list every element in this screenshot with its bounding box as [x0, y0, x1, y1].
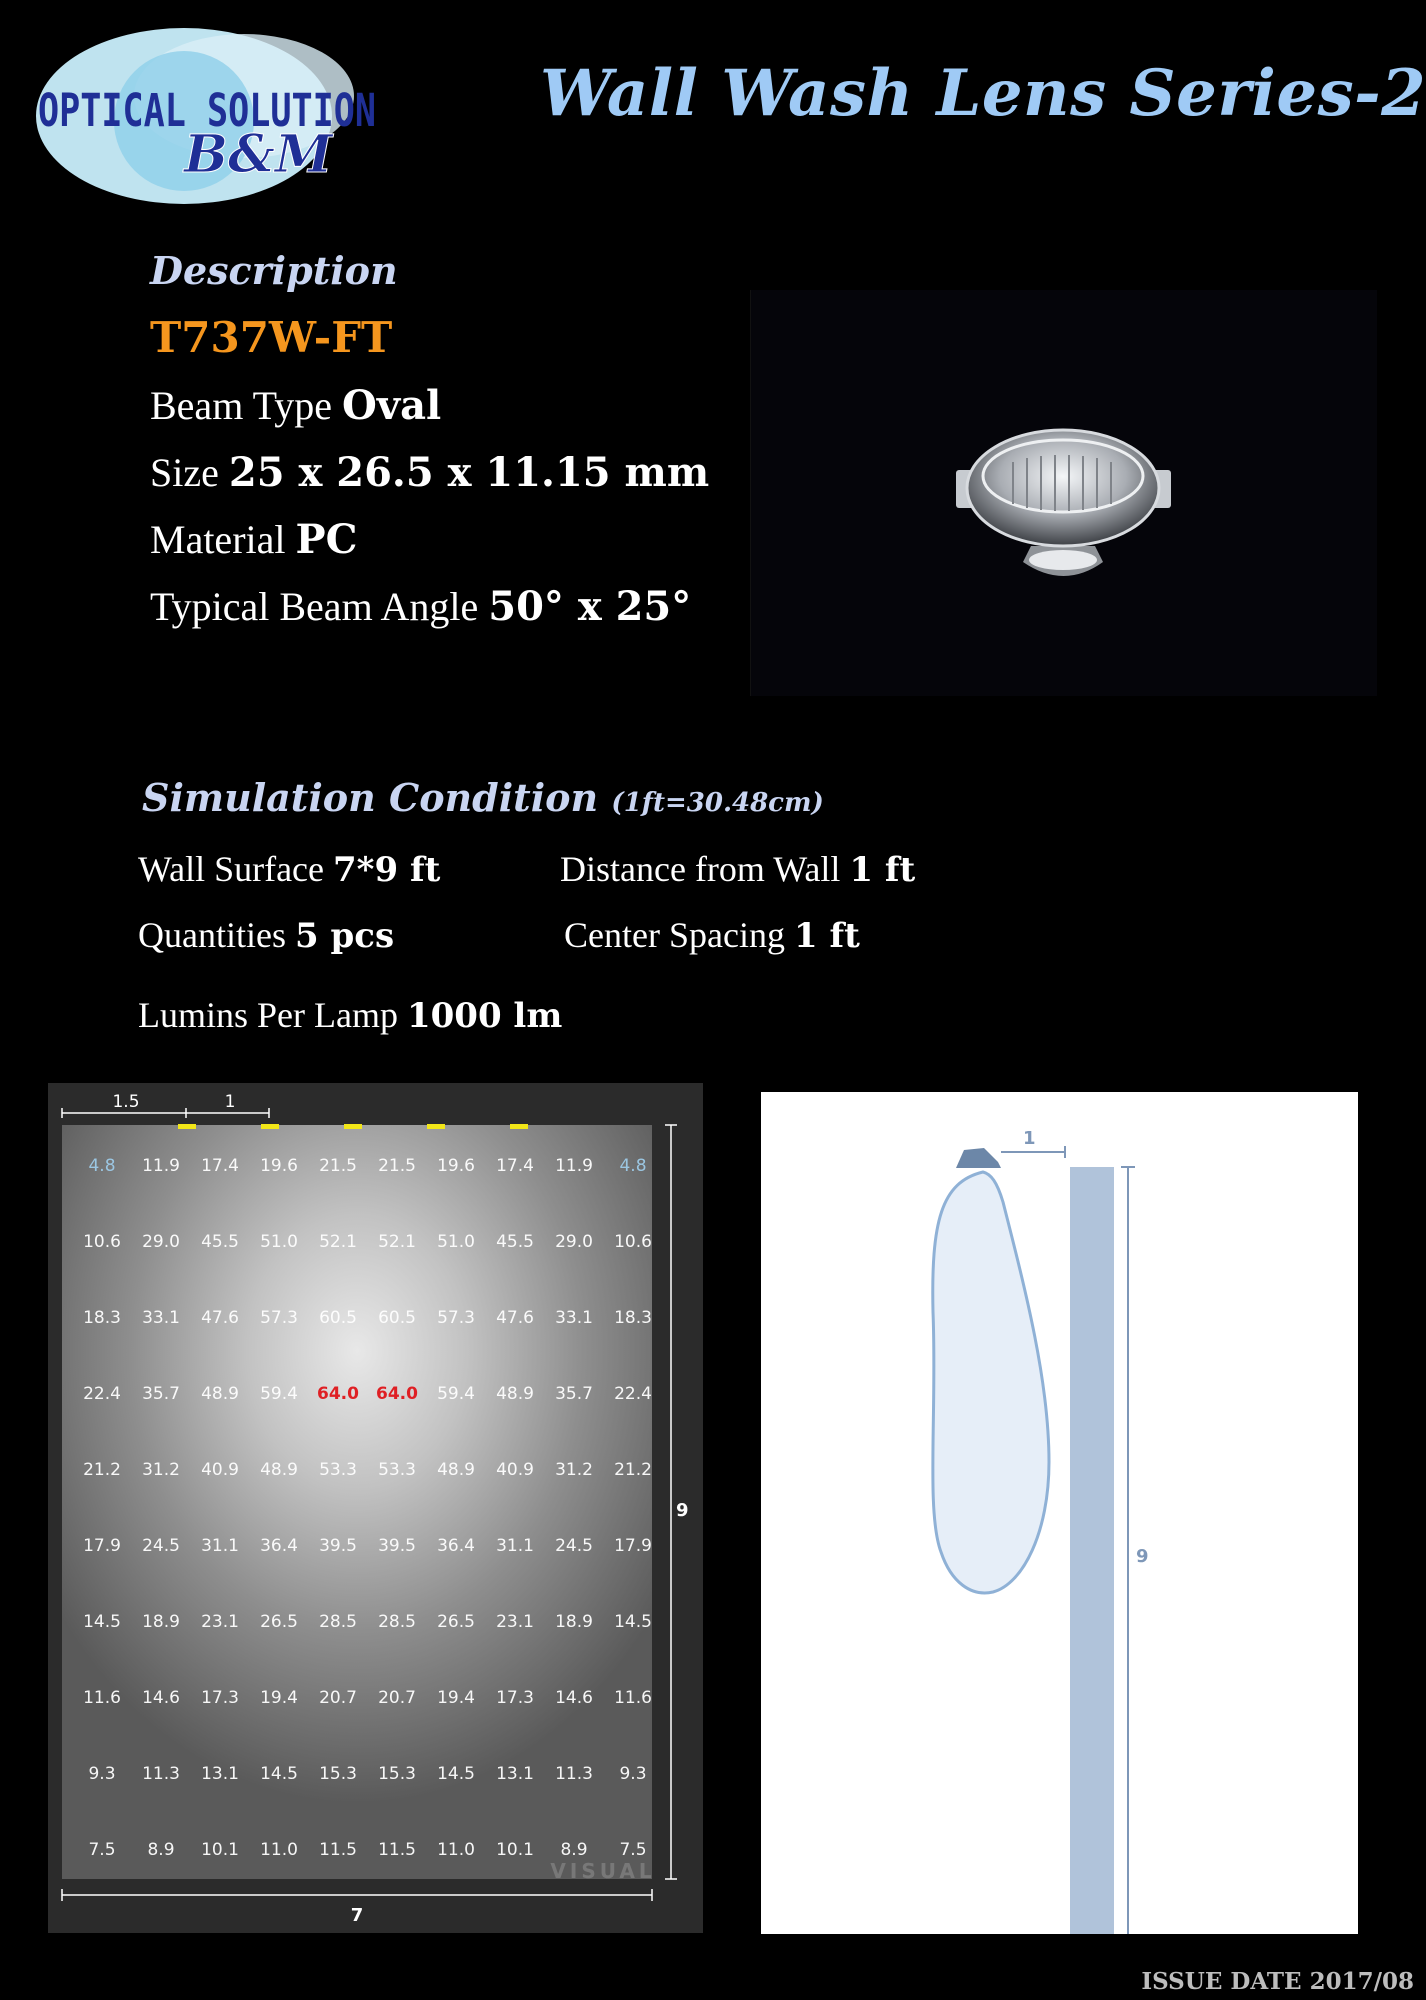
grid-value: 47.6 — [496, 1308, 534, 1328]
grid-value: 31.2 — [142, 1460, 180, 1480]
grid-value: 18.3 — [83, 1308, 121, 1328]
grid-value: 17.3 — [496, 1688, 534, 1708]
grid-value: 20.7 — [378, 1688, 416, 1708]
condition-center-spacing: Center Spacing 1 ft — [564, 915, 860, 956]
brand-logo — [34, 26, 384, 206]
grid-value: 11.6 — [614, 1688, 652, 1708]
grid-value: 14.5 — [83, 1612, 121, 1632]
grid-value: 53.3 — [319, 1460, 357, 1480]
illuminance-chart-svg — [48, 1083, 703, 1933]
grid-value: 7.5 — [88, 1840, 116, 1860]
grid-value: 29.0 — [555, 1232, 593, 1252]
simulation-note: (1ft=30.48cm) — [611, 788, 824, 818]
grid-value: 11.5 — [378, 1840, 416, 1860]
grid-value: 22.4 — [614, 1384, 652, 1404]
grid-value: 40.9 — [201, 1460, 239, 1480]
grid-value: 11.3 — [142, 1764, 180, 1784]
grid-value: 48.9 — [437, 1460, 475, 1480]
lamp-marker — [261, 1124, 279, 1129]
grid-value: 17.3 — [201, 1688, 239, 1708]
grid-value: 11.9 — [142, 1156, 180, 1176]
wall-bar — [1070, 1167, 1114, 1934]
logo-line2: B&M — [184, 124, 333, 185]
lamp-marker — [344, 1124, 362, 1129]
grid-value: 26.5 — [260, 1612, 298, 1632]
dim-label-left: 1.5 — [112, 1092, 140, 1112]
issue-date: ISSUE DATE 2017/08 — [1141, 1968, 1414, 1995]
page-title: Wall Wash Lens Series-2 — [540, 56, 1426, 131]
grid-value: 60.5 — [378, 1308, 416, 1328]
grid-value: 18.3 — [614, 1308, 652, 1328]
grid-value: 15.3 — [319, 1764, 357, 1784]
grid-value: 21.5 — [378, 1156, 416, 1176]
grid-value: 10.6 — [614, 1232, 652, 1252]
beam-shape — [933, 1172, 1049, 1593]
grid-value: 31.1 — [201, 1536, 239, 1556]
grid-value: 45.5 — [201, 1232, 239, 1252]
grid-value: 17.9 — [83, 1536, 121, 1556]
grid-value: 47.6 — [201, 1308, 239, 1328]
grid-value: 21.5 — [319, 1156, 357, 1176]
grid-value: 64.0 — [376, 1384, 418, 1404]
grid-value: 15.3 — [378, 1764, 416, 1784]
dim-label-spacing: 1 — [224, 1092, 236, 1112]
grid-value: 48.9 — [496, 1384, 534, 1404]
grid-value: 13.1 — [496, 1764, 534, 1784]
condition-quantities: Quantities 5 pcs — [138, 915, 395, 956]
grid-value: 19.4 — [437, 1688, 475, 1708]
grid-value: 19.6 — [260, 1156, 298, 1176]
grid-value: 40.9 — [496, 1460, 534, 1480]
grid-value: 26.5 — [437, 1612, 475, 1632]
dim-label-width: 7 — [350, 1905, 364, 1926]
grid-value: 14.5 — [437, 1764, 475, 1784]
grid-value: 22.4 — [83, 1384, 121, 1404]
watermark: VISUAL — [550, 1859, 656, 1883]
height-dimension-label: 9 — [1136, 1546, 1149, 1567]
grid-value: 45.5 — [496, 1232, 534, 1252]
grid-value: 10.1 — [201, 1840, 239, 1860]
lens-photo — [750, 290, 1377, 696]
grid-value: 14.5 — [260, 1764, 298, 1784]
grid-value: 8.9 — [147, 1840, 175, 1860]
grid-value: 33.1 — [142, 1308, 180, 1328]
grid-value: 9.3 — [88, 1764, 116, 1784]
grid-value: 51.0 — [260, 1232, 298, 1252]
grid-value: 36.4 — [437, 1536, 475, 1556]
grid-value: 9.3 — [619, 1764, 647, 1784]
spec-material: Material PC — [150, 516, 358, 563]
grid-value: 52.1 — [378, 1232, 416, 1252]
grid-value: 64.0 — [317, 1384, 359, 1404]
grid-value: 11.0 — [260, 1840, 298, 1860]
grid-value: 4.8 — [88, 1156, 116, 1176]
grid-value: 57.3 — [260, 1308, 298, 1328]
grid-value: 14.6 — [555, 1688, 593, 1708]
grid-value: 20.7 — [319, 1688, 357, 1708]
distance-dimension-label: 1 — [1023, 1128, 1036, 1149]
grid-value: 59.4 — [260, 1384, 298, 1404]
grid-value: 52.1 — [319, 1232, 357, 1252]
grid-value: 39.5 — [319, 1536, 357, 1556]
grid-value: 17.4 — [201, 1156, 239, 1176]
side-view-diagram — [761, 1092, 1358, 1934]
grid-value: 35.7 — [555, 1384, 593, 1404]
grid-value: 11.9 — [555, 1156, 593, 1176]
lens-icon — [956, 1148, 1001, 1168]
grid-value: 51.0 — [437, 1232, 475, 1252]
grid-value: 17.9 — [614, 1536, 652, 1556]
grid-value: 36.4 — [260, 1536, 298, 1556]
lamp-marker — [178, 1124, 196, 1129]
condition-wall-surface: Wall Surface 7*9 ft — [138, 849, 441, 890]
grid-value: 35.7 — [142, 1384, 180, 1404]
grid-value: 14.5 — [614, 1612, 652, 1632]
grid-value: 8.9 — [560, 1840, 588, 1860]
grid-value: 28.5 — [378, 1612, 416, 1632]
grid-value: 19.6 — [437, 1156, 475, 1176]
grid-value: 39.5 — [378, 1536, 416, 1556]
grid-value: 10.6 — [83, 1232, 121, 1252]
grid-value: 31.1 — [496, 1536, 534, 1556]
logo-line1: OPTICAL SOLUTION — [38, 84, 376, 137]
grid-value: 59.4 — [437, 1384, 475, 1404]
grid-value: 57.3 — [437, 1308, 475, 1328]
grid-value: 18.9 — [555, 1612, 593, 1632]
lamp-marker — [510, 1124, 528, 1129]
description-heading: Description — [150, 248, 398, 293]
grid-value: 23.1 — [201, 1612, 239, 1632]
grid-value: 10.1 — [496, 1840, 534, 1860]
lamp-marker — [427, 1124, 445, 1129]
grid-value: 4.8 — [619, 1156, 647, 1176]
grid-value: 11.5 — [319, 1840, 357, 1860]
grid-value: 11.0 — [437, 1840, 475, 1860]
spec-beam-angle: Typical Beam Angle 50° x 25° — [150, 583, 692, 630]
grid-value: 53.3 — [378, 1460, 416, 1480]
grid-value: 18.9 — [142, 1612, 180, 1632]
grid-value: 24.5 — [555, 1536, 593, 1556]
grid-value: 48.9 — [260, 1460, 298, 1480]
dim-label-height: 9 — [676, 1500, 689, 1521]
grid-value: 13.1 — [201, 1764, 239, 1784]
grid-value: 14.6 — [142, 1688, 180, 1708]
grid-value: 11.6 — [83, 1688, 121, 1708]
grid-value: 17.4 — [496, 1156, 534, 1176]
model-number: T737W-FT — [150, 313, 393, 362]
grid-value: 29.0 — [142, 1232, 180, 1252]
grid-value: 31.2 — [555, 1460, 593, 1480]
condition-lumens: Lumins Per Lamp 1000 lm — [138, 995, 563, 1036]
grid-value: 11.3 — [555, 1764, 593, 1784]
illuminance-chart — [48, 1083, 703, 1933]
grid-value: 23.1 — [496, 1612, 534, 1632]
grid-value: 21.2 — [614, 1460, 652, 1480]
simulation-heading: Simulation Condition (1ft=30.48cm) — [142, 775, 824, 820]
condition-distance: Distance from Wall 1 ft — [560, 849, 916, 890]
grid-value: 33.1 — [555, 1308, 593, 1328]
grid-value: 21.2 — [83, 1460, 121, 1480]
grid-value: 28.5 — [319, 1612, 357, 1632]
spec-beam-type: Beam Type Oval — [150, 382, 442, 429]
spec-size: Size 25 x 26.5 x 11.15 mm — [150, 449, 710, 496]
grid-value: 60.5 — [319, 1308, 357, 1328]
grid-value: 19.4 — [260, 1688, 298, 1708]
grid-value: 24.5 — [142, 1536, 180, 1556]
grid-value: 48.9 — [201, 1384, 239, 1404]
grid-value: 7.5 — [619, 1840, 647, 1860]
